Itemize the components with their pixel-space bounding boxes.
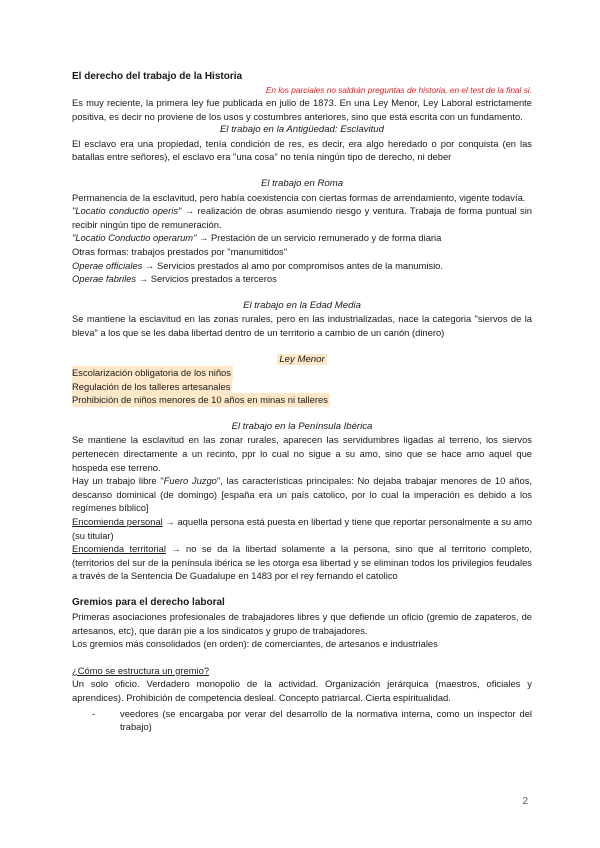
fuero-juzgo-term: Fuero Juzgo: [163, 475, 217, 487]
roma-heading: El trabajo en Roma: [260, 177, 344, 189]
intro-paragraph: Es muy reciente, la primera ley fue publicada en julio de 1873. En una Ley Menor, Ley Laboral estrictamente positiva, es decir no proviene de los usos y costumbres anteriores, sino que está escrita con un fundamento.: [72, 97, 532, 122]
operae-fabriles: [72, 272, 532, 286]
page-title: El derecho del trabajo de la Historia: [72, 71, 243, 82]
officiales-def: → Servicios prestados al amo por compromisos antes de la manumisio.: [142, 259, 444, 271]
locatio-operarum-def: → Prestación de un servicio remunerado y de forma diaria: [196, 232, 442, 244]
locatio-operarum: [72, 231, 532, 245]
ley-menor-item: [72, 380, 532, 394]
ley-menor-heading-text: Ley Menor: [279, 353, 325, 365]
encomienda-personal-term: Encomienda personal: [72, 516, 163, 528]
document-page: [72, 70, 532, 734]
encomienda-personal: [72, 515, 532, 542]
gremios-heading: Gremios para el derecho laboral: [72, 597, 225, 608]
edad-media-heading: El trabajo en la Edad Media: [243, 299, 361, 311]
fuero-pre: Hay un trabajo libre ": [72, 475, 164, 487]
operae-officiales: [72, 259, 532, 273]
encomienda-territorial: [72, 542, 532, 583]
fuero-post: ", las características principales: No dejaba trabajar menores de 10 años, descanso dominical (de domingo) [españa era un país catolico, por lo cual la imperación es debido a los regímenes bíblico]: [72, 475, 532, 514]
fabriles-def: → Servicios prestados a terceros: [136, 273, 277, 285]
gremios-consolidados: Los gremios más consolidados (en orden): de comerciantes, de artesanos e industriales: [72, 638, 438, 650]
locatio-operarum-term: "Locatio Conductio operarum": [72, 232, 197, 244]
peninsula-heading: El trabajo en la Península Ibérica: [231, 420, 373, 432]
encomienda-personal-def: → aquella persona está puesta en libertad y tiene que reportar personalmente a su amo (su titular): [72, 516, 532, 541]
edad-media-text: Se mantiene la esclavitud en las zonas rurales, pero en las industrializadas, nace la categoria "siervos de la bleva" a los que se les daba libertad dentro de un territorio a cambio de un canón (dinero): [72, 313, 532, 338]
fuero-juzgo-paragraph: [72, 474, 532, 515]
antiguedad-text: El esclavo era una propiedad, tenía condición de res, es decir, era algo heredado o por conquista (en las batallas entre señores), el esclavo era "una cosa" no tenía ningún tipo de derecho, ni deber: [72, 137, 532, 163]
antiguedad-heading: El trabajo en la Antigüedad: Esclavitud: [220, 124, 384, 136]
veedores-bullet: [72, 707, 532, 734]
locatio-operis-term: "Locatio conductio operis": [72, 205, 182, 217]
officiales-term: Operae officiales: [72, 259, 143, 271]
ley-menor-item-text: Escolarización obligatoria de los niños: [72, 367, 231, 379]
page-number: 2: [522, 796, 528, 807]
encomienda-territorial-term: Encomienda territorial: [72, 543, 166, 555]
locatio-operis-def: → realización de obras asumiendo riesgo y ventura. Trabaja de forma puntual sin recibir ningún tipo de remuneración.: [72, 205, 532, 230]
otras-formas: Otras formas: trabajos prestados por "manumitidos": [72, 245, 288, 257]
locatio-operis: [72, 204, 532, 231]
veedores-text: veedores (se encargaba por verar del desarrollo de la normativa interna, como un inspector del trabajo): [120, 707, 532, 733]
ley-menor-item-text: Regulación de los talleres artesanales: [72, 380, 231, 392]
estructura-text: Un solo oficio. Verdadero monopolio de la actividad. Organización jerárquica (maestros, oficiales y aprendices). Prohibición de competencia desleal. Concepto patriarcal. Cierta espiritualidad.: [72, 678, 532, 703]
fabriles-term: Operae fabriles: [72, 273, 137, 285]
exam-notice: En los parciales no saldrán preguntas de historia, en el test de la final si.: [265, 85, 532, 95]
ley-menor-heading: [72, 353, 532, 367]
bullet-dash: -: [92, 707, 96, 719]
ley-menor-item-text: Prohibición de niños menores de 10 años en minas ni talleres: [72, 394, 328, 406]
ley-menor-item: [72, 366, 532, 380]
estructura-heading: ¿Cómo se estructura un gremio?: [72, 664, 210, 676]
gremios-text: Primeras asociaciones profesionales de trabajadores libres y que defiende un oficio (gremio de zapateros, de artesanos, etc), que darán pie a los sindicatos y grupo de trabajadores.: [72, 611, 532, 636]
roma-intro: Permanencia de la esclavitud, pero había coexistencia con ciertas formas de arrendamiento, vigente todavía.: [72, 191, 526, 203]
ley-menor-item: [72, 393, 532, 407]
encomienda-territorial-def: → no se da la libertad solamente a la persona, sino que al territorio completo, (territorios del sur de la península ibérica se les otorga esa libertad y se eliminan todos los privilegios feudales a través de la Sentencia De Guadalupe en 1483 por el rey fernando el catolico: [72, 543, 532, 582]
peninsula-text: Se mantiene la esclavitud en las zonar rurales, aparecen las servidumbres ligadas al terreno, los siervos pertenecen directamente a un recinto, ppr lo cual no sigue a su amo, sino que se hace amo aquel que hospeda ese terreno.: [72, 434, 532, 473]
